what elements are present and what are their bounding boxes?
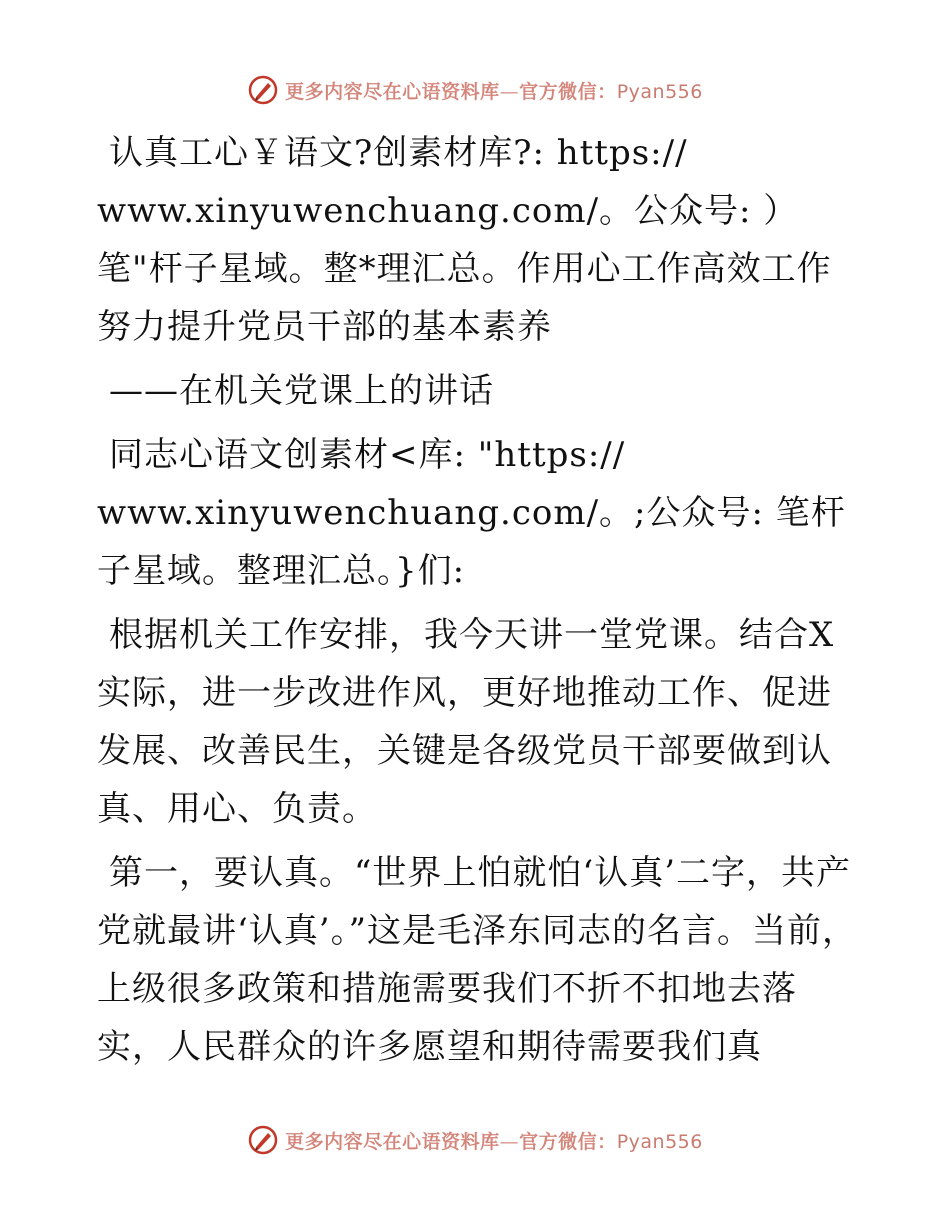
banner-content-footer: [247, 1124, 703, 1156]
header-watermark-banner: [0, 70, 950, 110]
banner-text: [285, 77, 703, 104]
paragraph-3: 同志心语文创素材<库: "https:// www.xinyuwenchuang.com/。;公众号: 笔杆子星域。整理汇总。}们:: [97, 435, 846, 591]
banner-official-label: 官方微信：: [519, 80, 617, 103]
banner-main-text-footer: 更多内容尽在心语资料库: [285, 1130, 500, 1153]
banner-main-text: 更多内容尽在心语资料库: [285, 80, 500, 103]
paragraph-1: 认真工心￥语文?创素材库?: https:// www.xinyuwenchuang.com/。公众号: ）笔"杆子星域。整*理汇总。作用心工作高效工作 努力提升党员干部的基本素养: [97, 133, 832, 347]
document-body: [97, 124, 857, 1082]
paragraph-5: 第一，要认真。“世界上怕就怕‘认真’二字，共产党就最讲‘认真’。”这是毛泽东同志的名言。当前，上级很多政策和措施需要我们不折不扣地去落实，人民群众的许多愿望和期待需要我们真: [97, 853, 857, 1067]
banner-separator-footer: —: [499, 1130, 520, 1153]
banner-wechat-id: Pyan556: [616, 80, 703, 103]
paragraph-4: 根据机关工作安排，我今天讲一堂党课。结合X实际，进一步改进作风，更好地推动工作、促进发展、改善民生，关键是各级党员干部要做到认真、用心、负责。: [97, 615, 835, 829]
banner-text-footer: [285, 1127, 703, 1154]
pen-logo-icon: [247, 74, 279, 106]
banner-separator: —: [499, 80, 520, 103]
pen-logo-icon: [247, 1124, 279, 1156]
banner-content: [247, 74, 703, 106]
footer-watermark-banner: [0, 1120, 950, 1160]
banner-wechat-id-footer: Pyan556: [616, 1130, 703, 1153]
paragraph-2-subtitle: ——在机关党课上的讲话: [109, 371, 494, 411]
banner-official-label-footer: 官方微信：: [519, 1130, 617, 1153]
